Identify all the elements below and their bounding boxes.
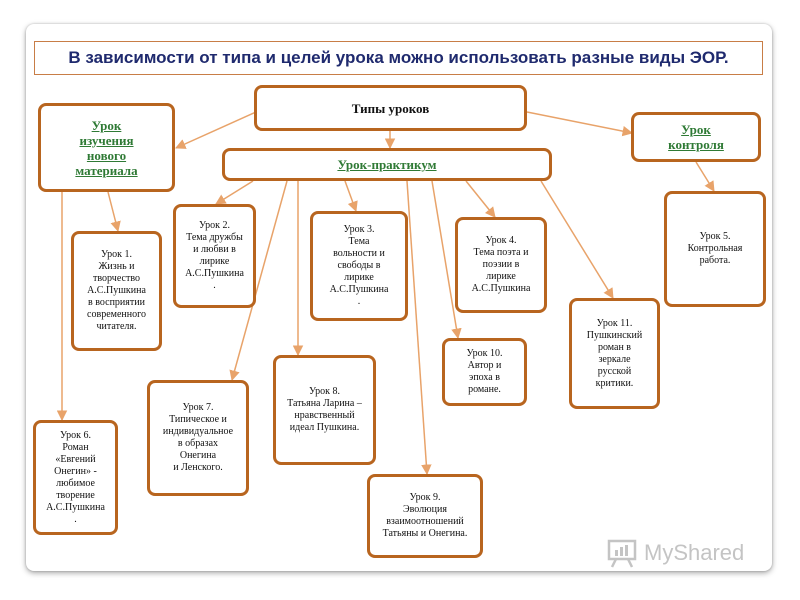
arrow-practicum-to-lesson9 xyxy=(407,181,427,474)
control-lesson-link[interactable]: Урок контроля xyxy=(631,112,761,162)
lesson-types-box: Типы уроков xyxy=(254,85,527,131)
arrow-types-to-new-material xyxy=(176,112,256,148)
lesson7-box: Урок 7. Типическое и индивидуальное в образах Онегина и Ленского. xyxy=(147,380,249,496)
logo-text: MyShared xyxy=(644,540,745,565)
lesson3-box: Урок 3. Тема вольности и свободы в лирике А.С.Пушкина . xyxy=(310,211,408,321)
lesson11-box: Урок 11. Пушкинский роман в зеркале русской критики. xyxy=(569,298,660,409)
lesson6-box: Урок 6. Роман «Евгений Онегин» - любимое творение А.С.Пушкина . xyxy=(33,420,118,535)
lesson5-box: Урок 5. Контрольная работа. xyxy=(664,191,766,307)
lesson2-box: Урок 2. Тема дружбы и любви в лирике А.С.Пушкина . xyxy=(173,204,256,308)
arrow-control-to-lesson5 xyxy=(696,162,714,191)
arrow-practicum-to-lesson11 xyxy=(541,181,613,298)
practicum-lesson-link[interactable]: Урок-практикум xyxy=(222,148,552,181)
lesson4-box: Урок 4. Тема поэта и поэзии в лирике А.С.Пушкина xyxy=(455,217,547,313)
arrow-practicum-to-lesson3 xyxy=(345,181,356,211)
arrow-new-material-to-lesson1 xyxy=(108,192,118,231)
arrow-practicum-to-lesson2 xyxy=(216,181,253,204)
watermark-logo xyxy=(606,538,744,568)
slide-title: В зависимости от типа и целей урока можно использовать разные виды ЭОР. xyxy=(68,48,729,67)
lesson1-box: Урок 1. Жизнь и творчество А.С.Пушкина в восприятии современного читателя. xyxy=(71,231,162,351)
lesson8-box: Урок 8. Татьяна Ларина – нравственный идеал Пушкина. xyxy=(273,355,376,465)
lesson10-box: Урок 10. Автор и эпоха в романе. xyxy=(442,338,527,406)
lesson9-box: Урок 9. Эволюция взаимоотношений Татьяны и Онегина. xyxy=(367,474,483,558)
presentation-board-icon xyxy=(606,538,640,568)
arrow-types-to-control xyxy=(527,112,632,133)
new-material-lesson-link[interactable]: Урок изучения нового материала xyxy=(38,103,175,192)
arrow-practicum-to-lesson4 xyxy=(466,181,495,217)
